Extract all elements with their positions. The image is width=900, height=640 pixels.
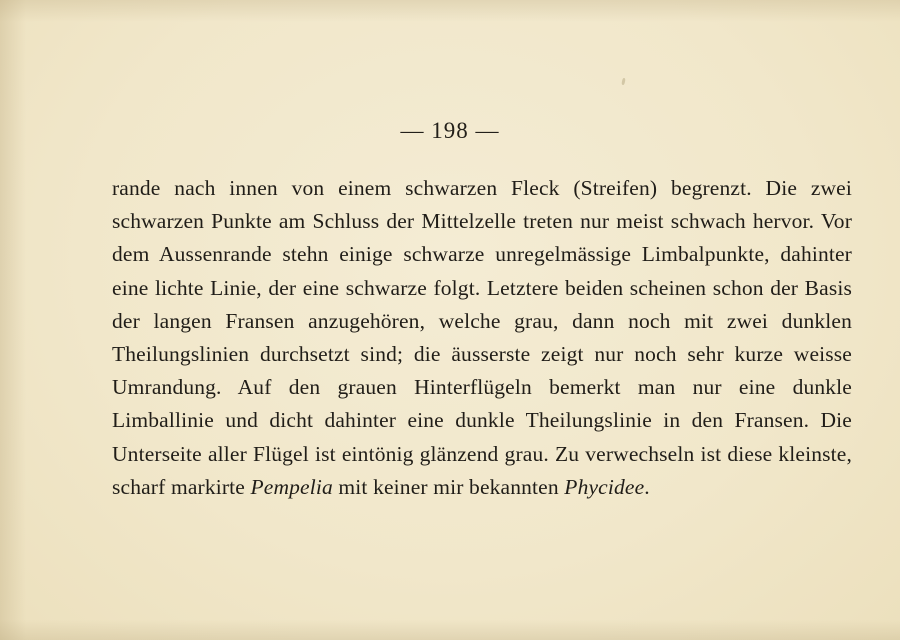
text-run: rande nach innen von einem schwarzen Fleck (Streifen) begrenzt. Die zwei schwarzen Punkte am Schluss der Mittelzelle treten nur meist schwach hervor. Vor dem Aussenrande stehn einige schwarze unregelmässige Limbalpunkte, dahinter eine lichte Linie, der eine schwarze folgt. Letztere beiden scheinen schon der Basis der langen Fransen anzugehören, welche grau, dann noch mit zwei dunklen Theilungslinien durchsetzt sind; die äusserste zeigt nur noch sehr kurze weisse Umrandung. Auf den grauen Hinterflügeln bemerkt man nur eine dunkle Limballinie und dicht dahinter eine dunkle Theilungslinie in den Fransen. Die Unterseite aller Flügel ist eintönig glänzend grau. Zu verwechseln ist diese kleinste, scharf markirte	[112, 176, 852, 499]
page-top-shadow	[0, 0, 900, 22]
page-number: — 198 —	[400, 118, 500, 143]
page-body-text	[112, 172, 852, 504]
paper-speck	[621, 78, 625, 85]
italic-term: Phycidee	[564, 474, 645, 499]
body-paragraph	[112, 172, 852, 504]
page-bottom-shadow	[0, 620, 900, 640]
page-left-shadow	[0, 0, 26, 640]
text-run: .	[644, 474, 650, 499]
italic-term: Pempelia	[250, 474, 333, 499]
text-run: mit keiner mir bekannten	[332, 474, 565, 499]
